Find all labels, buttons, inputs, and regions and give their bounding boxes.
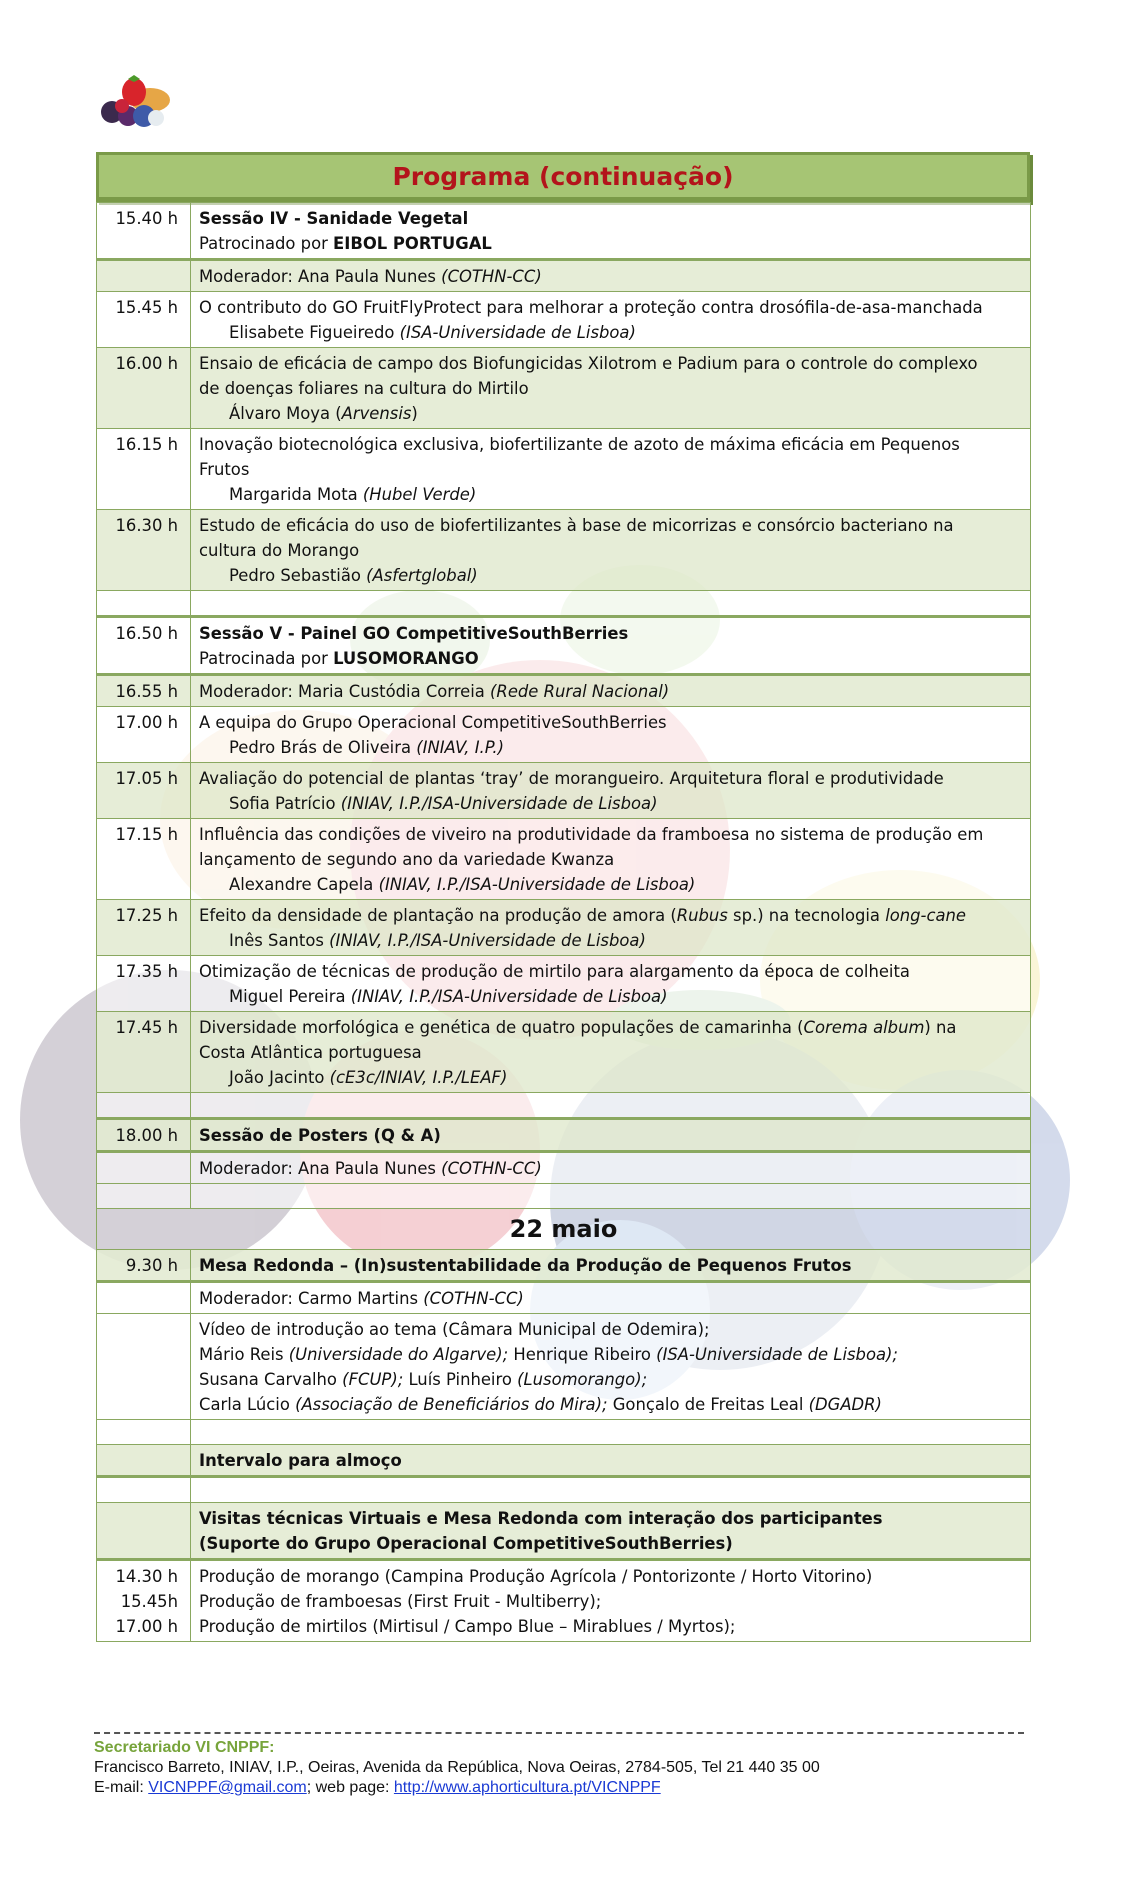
footer-heading: Secretariado VI CNPPF: (94, 1739, 275, 1756)
content-cell (191, 260, 1031, 292)
program-table (96, 152, 1030, 1642)
time-label: 14.30 h (115, 1567, 178, 1586)
text: ) na (924, 1018, 957, 1037)
line (199, 1392, 1026, 1417)
affiliation-text: (COTHN-CC) (423, 1289, 524, 1308)
text: cultura do Morango (199, 541, 360, 560)
bold-text: Visitas técnicas Virtuais e Mesa Redonda com interação dos participantes (199, 1509, 883, 1528)
content-cell (191, 1119, 1031, 1152)
speaker-line (199, 928, 1026, 953)
text: Avaliação do potencial de plantas ‘tray’ de morangueiro. Arquitetura floral e produtividade (199, 769, 944, 788)
line (199, 621, 1026, 646)
line (199, 1317, 1026, 1342)
content-cell (191, 819, 1031, 900)
speaker-line (199, 735, 1026, 760)
bold-text: LUSOMORANGO (333, 649, 479, 668)
text: Frutos (199, 460, 250, 479)
text: Inês Santos (229, 931, 330, 950)
time-cell: 18.00 h (97, 1119, 191, 1152)
content-cell (191, 1184, 1031, 1209)
schedule-row (97, 1560, 1031, 1642)
bold-text: Sessão V - Painel GO CompetitiveSouthBerries (199, 624, 629, 643)
schedule-table (96, 202, 1031, 1642)
content-cell (191, 675, 1031, 707)
time-cell: 17.00 h (97, 707, 191, 763)
content-cell (191, 956, 1031, 1012)
berries-logo (94, 72, 178, 130)
time-cell: 17.25 h (97, 900, 191, 956)
affiliation-text: (INIAV, I.P./ISA-Universidade de Lisboa) (329, 931, 646, 950)
content-cell (191, 510, 1031, 591)
schedule-row (97, 260, 1031, 292)
text: Inovação biotecnológica exclusiva, biofertilizante de azoto de máxima eficácia em Pequenos (199, 435, 960, 454)
text: Sofia Patrício (229, 794, 341, 813)
affiliation-text: (INIAV, I.P./ISA-Universidade de Lisboa) (378, 875, 696, 894)
time-cell: 17.45 h (97, 1012, 191, 1093)
text: Luís Pinheiro (403, 1370, 518, 1389)
time-cell: 17.35 h (97, 956, 191, 1012)
text: Produção de framboesas (First Fruit - Multiberry); (199, 1592, 602, 1611)
schedule-row (97, 1503, 1031, 1560)
time-cell: 16.30 h (97, 510, 191, 591)
schedule-row (97, 956, 1031, 1012)
speaker-line (199, 791, 1026, 816)
content-cell (191, 1152, 1031, 1184)
speaker-line (199, 320, 1026, 345)
time-label: 17.00 h (115, 1617, 178, 1636)
line (199, 295, 1026, 320)
text: lançamento de segundo ano da variedade Kwanza (199, 850, 615, 869)
affiliation-text: Corema album (803, 1018, 925, 1037)
text: Susana Carvalho (199, 1370, 343, 1389)
text: Vídeo de introdução ao tema (Câmara Municipal de Odemira); (199, 1320, 710, 1339)
affiliation-text: (COTHN-CC) (441, 267, 542, 286)
page-title: Programa (continuação) (96, 152, 1030, 202)
line (199, 959, 1026, 984)
line (199, 206, 1026, 231)
spacer-row (97, 591, 1031, 617)
web-link[interactable]: http://www.aphorticultura.pt/VICNPPF (393, 1779, 661, 1796)
text: Costa Atlântica portuguesa (199, 1043, 422, 1062)
line (199, 351, 1026, 376)
line (199, 538, 1026, 563)
footer-address: Francisco Barreto, INIAV, I.P., Oeiras, Avenida da República, Nova Oeiras, 2784-505, Tel 21 440 35 00 (94, 1759, 820, 1776)
affiliation-text: (Universidade do Algarve); (288, 1345, 509, 1364)
line (199, 710, 1026, 735)
line (199, 1614, 1026, 1639)
text: Álvaro Moya ( (229, 404, 342, 423)
email-prefix: E-mail: (94, 1779, 149, 1796)
line (199, 376, 1026, 401)
time-cell: 9.30 h (97, 1250, 191, 1282)
day-heading-row (97, 1209, 1031, 1250)
text: Patrocinado por (199, 234, 334, 253)
speaker-line (199, 482, 1026, 507)
schedule-row (97, 1314, 1031, 1420)
content-cell (191, 1012, 1031, 1093)
text: Influência das condições de viveiro na produtividade da framboesa no sistema de produção em (199, 825, 984, 844)
text: Miguel Pereira (229, 987, 351, 1006)
text: sp.) na tecnologia (727, 906, 886, 925)
bold-text: Sessão IV - Sanidade Vegetal (199, 209, 469, 228)
text: Produção de morango (Campina Produção Agrícola / Pontorizonte / Horto Vitorino) (199, 1567, 873, 1586)
content-cell (191, 1093, 1031, 1119)
time-cell (97, 1093, 191, 1119)
footer-contacts (94, 1778, 1034, 1798)
affiliation-text: (ISA-Universidade de Lisboa) (399, 323, 636, 342)
text: Pedro Sebastião (229, 566, 367, 585)
affiliation-text: long-cane (885, 906, 967, 925)
schedule-row (97, 617, 1031, 675)
text: O contributo do GO FruitFlyProtect para melhorar a proteção contra drosófila-de-asa-manchada (199, 298, 983, 317)
schedule-row (97, 1445, 1031, 1477)
affiliation-text: (COTHN-CC) (441, 1159, 542, 1178)
schedule-row (97, 1282, 1031, 1314)
content-cell (191, 1420, 1031, 1445)
schedule-row (97, 203, 1031, 260)
time-cell (97, 1314, 191, 1420)
text: Moderador: Ana Paula Nunes (199, 1159, 442, 1178)
spacer-row (97, 1184, 1031, 1209)
text: Pedro Brás de Oliveira (229, 738, 417, 757)
text: Elisabete Figueiredo (229, 323, 400, 342)
line (199, 822, 1026, 847)
time-cell: 16.15 h (97, 429, 191, 510)
line (199, 264, 1026, 289)
line (199, 1286, 1026, 1311)
content-cell (191, 1560, 1031, 1642)
affiliation-text: (Rede Rural Nacional) (490, 682, 670, 701)
line (199, 903, 1026, 928)
content-cell (191, 900, 1031, 956)
line (199, 1589, 1026, 1614)
footer (94, 1732, 1034, 1798)
time-cell (97, 1152, 191, 1184)
time-cell (97, 591, 191, 617)
content-cell (191, 1314, 1031, 1420)
text: Moderador: Carmo Martins (199, 1289, 424, 1308)
spacer-row (97, 1420, 1031, 1445)
line (199, 1156, 1026, 1181)
schedule-row (97, 900, 1031, 956)
content-cell (191, 591, 1031, 617)
schedule-row (97, 510, 1031, 591)
speaker-line (199, 984, 1026, 1009)
bold-text: Intervalo para almoço (199, 1451, 402, 1470)
bold-text: Mesa Redonda – (In)sustentabilidade da Produção de Pequenos Frutos (199, 1256, 852, 1275)
line (199, 679, 1026, 704)
content-cell (191, 707, 1031, 763)
affiliation-text: (Asfertglobal) (366, 566, 478, 585)
speaker-line (199, 1065, 1026, 1090)
line (199, 432, 1026, 457)
affiliation-text: (DGADR) (808, 1395, 882, 1414)
schedule-row (97, 292, 1031, 348)
affiliation-text: (cE3c/INIAV, I.P./LEAF) (329, 1068, 508, 1087)
web-prefix: ; web page: (306, 1779, 394, 1796)
content-cell (191, 292, 1031, 348)
text: João Jacinto (229, 1068, 330, 1087)
time-cell: 17.05 h (97, 763, 191, 819)
text: Efeito da densidade de plantação na produção de amora ( (199, 906, 677, 925)
affiliation-text: (Lusomorango); (517, 1370, 648, 1389)
bold-text: EIBOL PORTUGAL (333, 234, 492, 253)
text: Patrocinada por (199, 649, 334, 668)
line (199, 231, 1026, 256)
line (199, 847, 1026, 872)
text: Moderador: Ana Paula Nunes (199, 267, 442, 286)
email-link[interactable]: VICNPPF@gmail.com (148, 1779, 307, 1796)
time-cell (97, 1282, 191, 1314)
text: Produção de mirtilos (Mirtisul / Campo Blue – Mirablues / Myrtos); (199, 1617, 736, 1636)
time-cell: 15.40 h (97, 203, 191, 260)
text: de doenças foliares na cultura do Mirtilo (199, 379, 529, 398)
schedule-row (97, 707, 1031, 763)
affiliation-text: (INIAV, I.P./ISA-Universidade de Lisboa) (340, 794, 658, 813)
content-cell (191, 1445, 1031, 1477)
time-cell (97, 1560, 191, 1642)
text: Carla Lúcio (199, 1395, 296, 1414)
line (199, 1367, 1026, 1392)
time-cell (97, 1420, 191, 1445)
spacer-row (97, 1477, 1031, 1503)
time-cell: 16.55 h (97, 675, 191, 707)
schedule-row (97, 675, 1031, 707)
speaker-line (199, 401, 1026, 426)
content-cell (191, 1282, 1031, 1314)
schedule-row (97, 1012, 1031, 1093)
line (199, 1123, 1026, 1148)
time-cell (97, 1445, 191, 1477)
bold-text: (Suporte do Grupo Operacional CompetitiveSouthBerries) (199, 1534, 733, 1553)
line (199, 646, 1026, 671)
spacer-row (97, 1093, 1031, 1119)
text: Alexandre Capela (229, 875, 379, 894)
content-cell (191, 203, 1031, 260)
day-heading: 22 maio (97, 1209, 1031, 1250)
line (199, 1531, 1026, 1556)
time-cell: 17.15 h (97, 819, 191, 900)
content-cell (191, 763, 1031, 819)
content-cell (191, 1250, 1031, 1282)
time-cell (97, 1503, 191, 1560)
line (199, 1342, 1026, 1367)
line (199, 457, 1026, 482)
time-cell (97, 1184, 191, 1209)
speaker-line (199, 872, 1026, 897)
time-cell (97, 260, 191, 292)
content-cell (191, 429, 1031, 510)
line (199, 766, 1026, 791)
line (199, 1448, 1026, 1473)
time-cell: 16.50 h (97, 617, 191, 675)
text: Otimização de técnicas de produção de mirtilo para alargamento da época de colheita (199, 962, 910, 981)
text: Ensaio de eficácia de campo dos Biofungicidas Xilotrom e Padium para o controle do complexo (199, 354, 978, 373)
text: A equipa do Grupo Operacional CompetitiveSouthBerries (199, 713, 667, 732)
line (199, 1040, 1026, 1065)
bold-text: Sessão de Posters (Q & A) (199, 1126, 441, 1145)
text: Diversidade morfológica e genética de quatro populações de camarinha ( (199, 1018, 804, 1037)
time-cell (97, 1477, 191, 1503)
line (199, 1015, 1026, 1040)
text: ) (411, 404, 418, 423)
line (199, 1253, 1026, 1278)
text: Margarida Mota (229, 485, 363, 504)
line (199, 513, 1026, 538)
text: Estudo de eficácia do uso de biofertilizantes à base de micorrizas e consórcio bacteriano na (199, 516, 954, 535)
schedule-row (97, 348, 1031, 429)
schedule-row (97, 1250, 1031, 1282)
affiliation-text: (ISA-Universidade de Lisboa); (656, 1345, 898, 1364)
text: Moderador: Maria Custódia Correia (199, 682, 491, 701)
content-cell (191, 1503, 1031, 1560)
text: Henrique Ribeiro (508, 1345, 657, 1364)
text: Mário Reis (199, 1345, 289, 1364)
affiliation-text: (FCUP); (342, 1370, 404, 1389)
speaker-line (199, 563, 1026, 588)
schedule-row (97, 1152, 1031, 1184)
time-cell: 16.00 h (97, 348, 191, 429)
content-cell (191, 617, 1031, 675)
time-cell: 15.45 h (97, 292, 191, 348)
time-label: 15.45h (120, 1592, 178, 1611)
affiliation-text: (Associação de Beneficiários do Mira); (295, 1395, 608, 1414)
schedule-row (97, 819, 1031, 900)
affiliation-text: Rubus (676, 906, 728, 925)
content-cell (191, 348, 1031, 429)
schedule-row (97, 429, 1031, 510)
schedule-row (97, 763, 1031, 819)
line (199, 1506, 1026, 1531)
affiliation-text: Arvensis (341, 404, 412, 423)
schedule-row (97, 1119, 1031, 1152)
content-cell (191, 1477, 1031, 1503)
line (199, 1564, 1026, 1589)
text: Gonçalo de Freitas Leal (607, 1395, 809, 1414)
affiliation-text: (INIAV, I.P.) (416, 738, 504, 757)
affiliation-text: (INIAV, I.P./ISA-Universidade de Lisboa) (350, 987, 668, 1006)
footer-divider (94, 1732, 1024, 1734)
affiliation-text: (Hubel Verde) (362, 485, 477, 504)
